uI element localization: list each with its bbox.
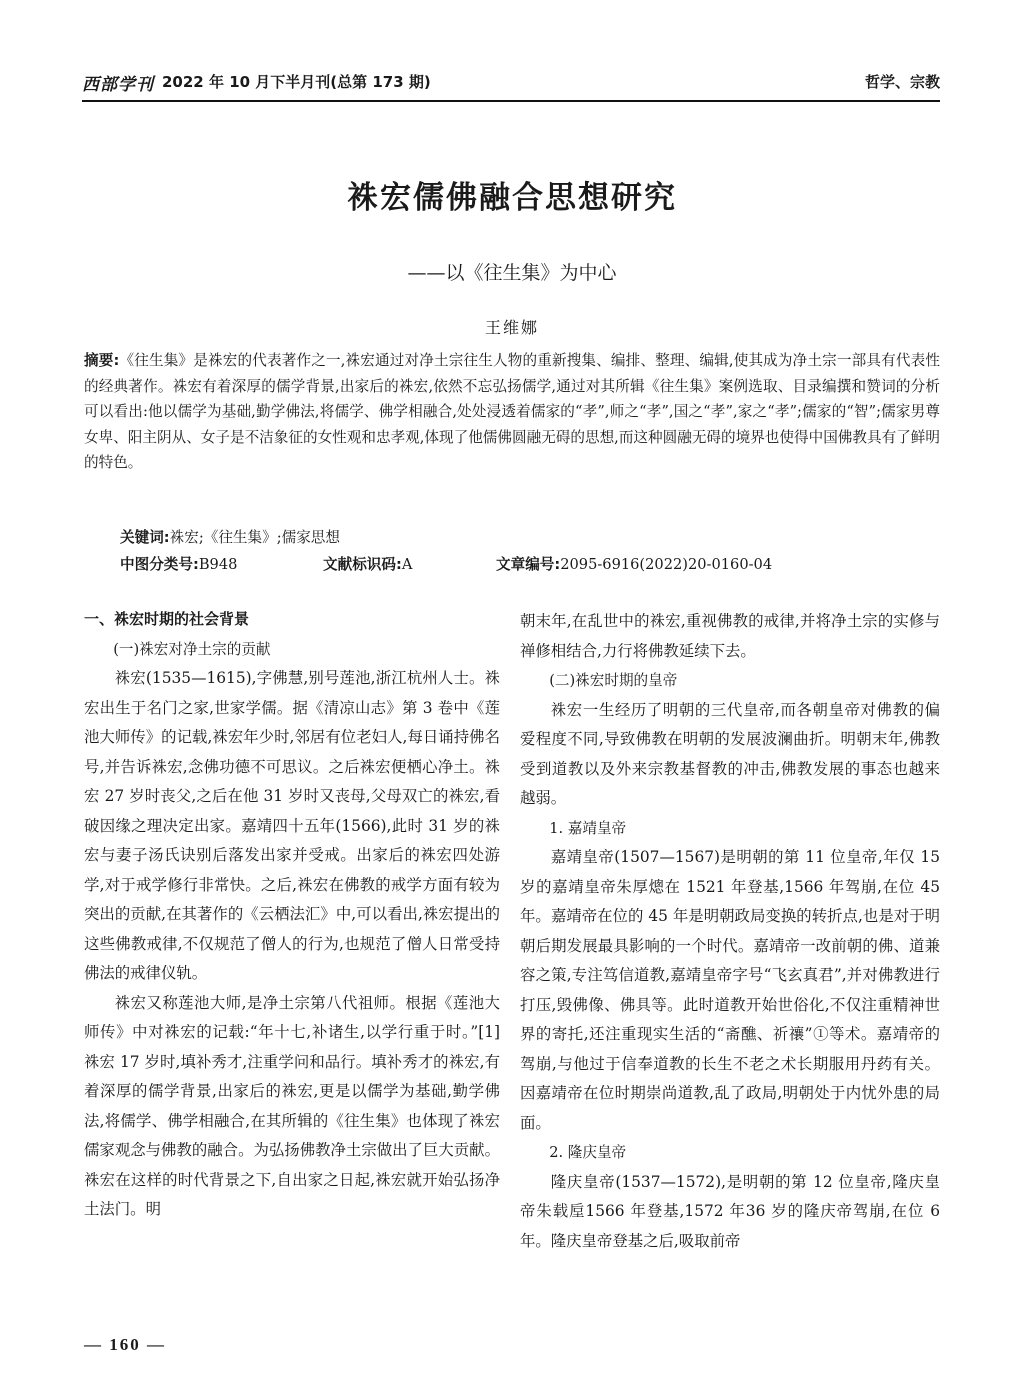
abstract-text: 《往生集》是袾宏的代表著作之一,袾宏通过对净土宗往生人物的重新搜集、编排、整理、编辑,使其成为净土宗一部具有代表性的经典著作。袾宏有着深厚的儒学背景,出家后的袾宏,依然不忘弘扬儒学,通过对其所辑《往生集》案例选取、目录编撰和赞词的分析可以看出:他以儒学为基础,勤学佛法,将儒学、佛学相融合,处处浸透着儒家的“孝”,师之“孝”,国之“孝”,家之“孝”;儒家的“智”;儒家男尊女卑、阳主阴从、女子是不洁象征的女性观和忠孝观,体现了他儒佛圆融无碍的思想,而这种圆融无碍的境界也使得中国佛教具有了鲜明的特色。 — [84, 352, 940, 471]
body-column-right — [520, 607, 940, 1256]
author-name: 王维娜 — [484, 318, 539, 337]
body-paragraph: 隆庆皇帝(1537—1572),是明朝的第 12 位皇帝,隆庆皇帝朱载垕1566 年登基,1572 年36 岁的隆庆帝驾崩,在位 6 年。隆庆皇帝登基之后,吸取前帝 — [520, 1172, 940, 1250]
article-number-value: 2095-6916(2022)20-0160-04 — [560, 556, 773, 573]
classification-line — [120, 553, 940, 577]
body-paragraph: 朝末年,在乱世中的袾宏,重视佛教的戒律,并将净土宗的实修与禅修相结合,力行将佛教延续下去。 — [520, 612, 940, 660]
keywords-label: 关键词: — [120, 529, 170, 546]
article-subtitle: ——以《往生集》为中心 — [407, 262, 617, 284]
body-column-left — [84, 605, 500, 1225]
clc-code — [120, 553, 237, 574]
subsection-heading: (二)袾宏时期的皇帝 — [549, 672, 678, 689]
sub-subsection-heading: 2. 隆庆皇帝 — [549, 1144, 627, 1161]
clc-label: 中图分类号: — [120, 556, 199, 573]
doc-code — [323, 553, 412, 574]
journal-logo: 西部学刊 — [82, 75, 154, 95]
section-heading: 一、袾宏时期的社会背景 — [84, 610, 250, 628]
keywords-text: 袾宏;《往生集》;儒家思想 — [169, 529, 340, 546]
issue-info: 2022 年 10 月下半月刊(总第 173 期) — [162, 73, 431, 91]
doc-label: 文献标识码: — [323, 556, 402, 573]
article-number — [496, 553, 772, 574]
body-paragraph: 嘉靖皇帝(1507—1567)是明朝的第 11 位皇帝,年仅 15 岁的嘉靖皇帝朱厚熜在 1521 年登基,1566 年驾崩,在位 45 年。嘉靖帝在位的 45 年是明朝政局变换的转折点,也是对于明朝后期发展最具影响的一个时代。嘉靖帝一改前朝的佛、道兼容之策,专注笃信道教,嘉靖皇帝字号“飞玄真君”,并对佛教进行打压,毁佛像、佛具等。此时道教开始世俗化,不仅注重精神世界的寄托,还注重现实生活的“斋醮、祈禳”①等术。嘉靖帝的驾崩,与他过于信奉道教的长生不老之术长期服用丹药有关。因嘉靖帝在位时期崇尚道教,乱了政局,明朝处于内忧外患的局面。 — [520, 848, 940, 1132]
running-header — [82, 70, 940, 102]
body-paragraph: 袾宏一生经历了明朝的三代皇帝,而各朝皇帝对佛教的偏爱程度不同,导致佛教在明朝的发展波澜曲折。明朝末年,佛教受到道教以及外来宗教基督教的冲击,佛教发展的事态也越来越弱。 — [520, 700, 940, 807]
doc-value: A — [401, 556, 413, 573]
keywords — [120, 526, 340, 547]
sub-subsection-heading: 1. 嘉靖皇帝 — [549, 819, 627, 837]
article-number-label: 文章编号: — [496, 556, 561, 573]
body-paragraph: 袾宏又称莲池大师,是净土宗第八代祖师。根据《莲池大师传》中对袾宏的记载:“年十七,补诸生,以学行重于时。”[1] 袾宏 17 岁时,填补秀才,注重学问和品行。填补秀才的袾宏,有着深厚的儒学背景,出家后的袾宏,更是以儒学为基础,勤学佛法,将儒学、佛学相融合,在其所辑的《往生集》也体现了袾宏儒家观念与佛教的融合。为弘扬佛教净土宗做出了巨大贡献。袾宏在这样的时代背景之下,自出家之日起,袾宏就开始弘扬净土法门。明 — [84, 993, 500, 1218]
abstract — [84, 348, 940, 476]
article-title: 袾宏儒佛融合思想研究 — [347, 180, 677, 216]
subsection-heading: (一)袾宏对净土宗的贡献 — [113, 640, 271, 658]
section-name: 哲学、宗教 — [864, 73, 940, 91]
page-number: — 160 — — [84, 1335, 166, 1354]
header-rule — [82, 100, 940, 102]
clc-value: B948 — [198, 556, 238, 573]
abstract-label: 摘要: — [84, 352, 120, 369]
body-paragraph: 袾宏(1535—1615),字佛慧,别号莲池,浙江杭州人士。袾宏出生于名门之家,世家学儒。据《清凉山志》第 3 卷中《莲池大师传》的记载,袾宏年少时,邻居有位老妇人,每日诵持佛名号,并告诉袾宏,念佛功德不可思议。之后袾宏便栖心净土。袾宏 27 岁时丧父,之后在他 31 岁时又丧母,父母双亡的袾宏,看破因缘之理决定出家。嘉靖四十五年(1566),此时 31 岁的袾宏与妻子汤氏诀别后落发出家并受戒。出家后的袾宏四处游学,对于戒学修行非常快。之后,袾宏在佛教的戒学方面有较为突出的贡献,在其著作的《云栖法汇》中,可以看出,袾宏提出的这些佛教戒律,不仅规范了僧人的行为,也规范了僧人日常受持佛法的戒律仪轨。 — [84, 669, 500, 982]
